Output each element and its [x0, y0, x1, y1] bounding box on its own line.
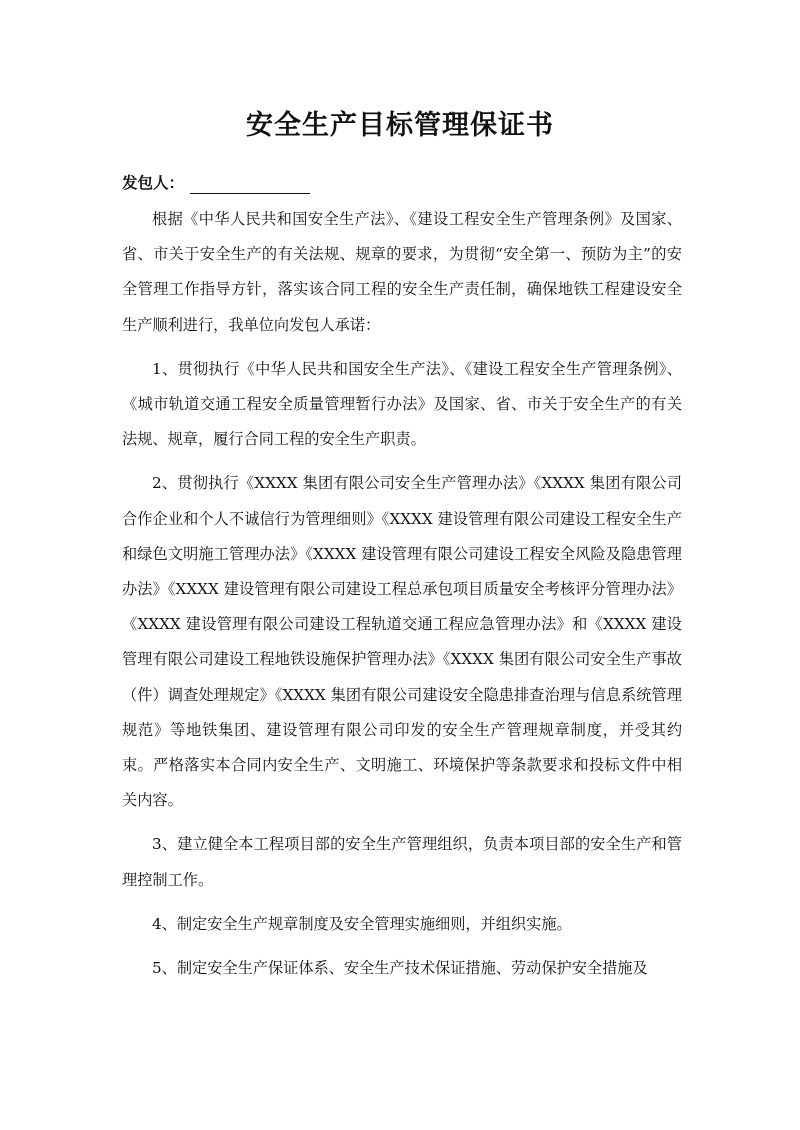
- paragraph-spacer: [122, 343, 682, 352]
- clause-3-paragraph: 3、建立健全本工程项目部的安全生产管理组织，负责本项目部的安全生产和管理控制工作。: [122, 835, 682, 889]
- recipient-label: 发包人：: [122, 174, 185, 192]
- document-body: [122, 202, 682, 986]
- clause-2-paragraph: 2、贯彻执行《XXXX 集团有限公司安全生产管理办法》《XXXX 集团有限公司合作企业和个人不诚信行为管理细则》《XXXX 建设管理有限公司建设工程安全生产和绿色文明施工管理办法》《XXXX 建设管理有限公司建设工程安全风险及隐患管理办法》《XXXX 建设管理有限公司建设工程总承包项目质量安全考核评分管理办法》《XXXX 建设管理有限公司建设工程轨道交通工程应急管理办法》和《XXXX 建设管理有限公司建设工程地铁设施保护管理办法》《XXXX 集团有限公司安全生产事故（件）调查处理规定》《XXXX 集团有限公司建设安全隐患排查治理与信息系统管理规范》等地铁集团、建设管理有限公司印发的安全生产管理规章制度，并受其约束。严格落实本合同内安全生产、文明施工、环境保护等条款要求和投标文件中相关内容。: [122, 474, 682, 810]
- clause-5-paragraph: 5、制定安全生产保证体系、安全生产技术保证措施、劳动保护安全措施及: [152, 959, 648, 978]
- paragraph-spacer: [122, 942, 682, 951]
- clause-1-paragraph: 1、贯彻执行《中华人民共和国安全生产法》、《建设工程安全生产管理条例》、《城市轨道交通工程安全质量管理暂行办法》及国家、省、市关于安全生产的有关法规、规章，履行合同工程的安全生产职责。: [122, 359, 682, 449]
- document-title: 安全生产目标管理保证书: [246, 110, 554, 141]
- clause-4-paragraph: 4、制定安全生产规章制度及安全管理实施细则，并组织实施。: [152, 914, 572, 933]
- paragraph-spacer: [122, 818, 682, 827]
- recipient-blank-line: [190, 174, 310, 194]
- paragraph-spacer: [122, 898, 682, 907]
- intro-paragraph: 根据《中华人民共和国安全生产法》、《建设工程安全生产管理条例》及国家、省、市关于安全生产的有关法规、规章的要求，为贯彻“安全第一、预防为主”的安全管理工作指导方针，落实该合同工程的安全生产责任制，确保地铁工程建设安全生产顺利进行，我单位向发包人承诺：: [122, 210, 682, 334]
- recipient-field: [122, 166, 310, 194]
- paragraph-spacer: [122, 457, 682, 466]
